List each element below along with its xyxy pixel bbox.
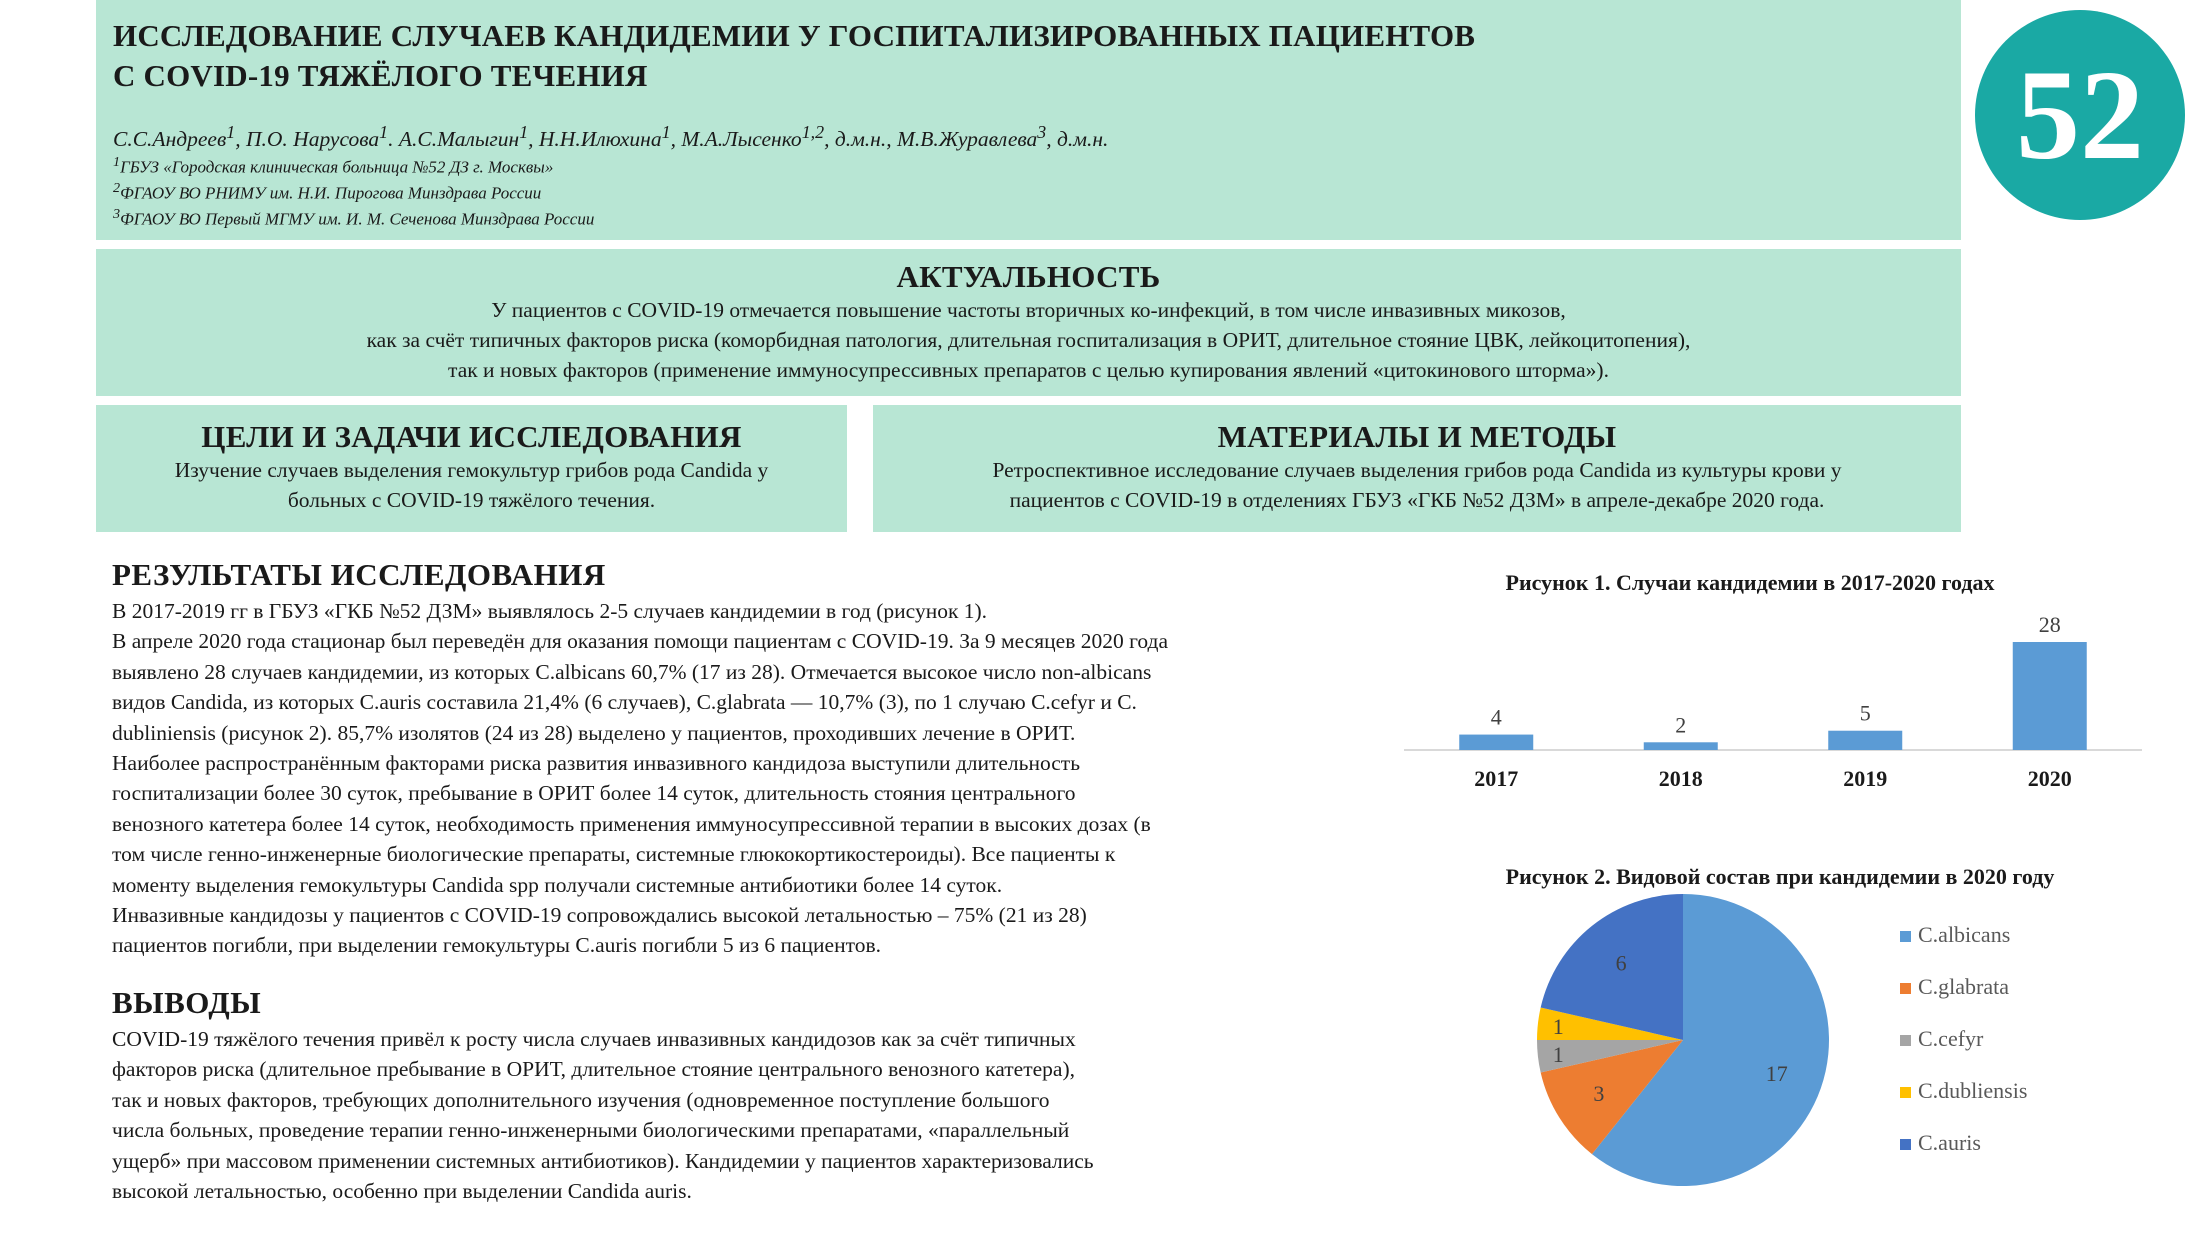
conclusions-heading: ВЫВОДЫ xyxy=(112,985,262,1020)
relevance-line: как за счёт типичных факторов риска (коморбидная патология, длительная госпитализация в ОРИТ, длительное стояние ЦВК, лейкоцитопения), xyxy=(366,328,1691,352)
pie-value-label-C.cefyr: 1 xyxy=(1552,1042,1564,1068)
results-heading: РЕЗУЛЬТАТЫ ИССЛЕДОВАНИЯ xyxy=(112,557,606,592)
author-name: П.О. Нарусова xyxy=(245,127,380,152)
results-line: В апреле 2020 года стационар был переведён для оказания помощи пациентам с COVID-19. За 9 месяцев 2020 года xyxy=(112,629,1168,654)
conclusions-line: COVID-19 тяжёлого течения привёл к росту числа случаев инвазивных кандидозов как за счёт типичных xyxy=(112,1027,1076,1051)
affiliation-1 xyxy=(113,154,553,178)
affiliation-1-mark: 1 xyxy=(113,154,121,170)
relevance-text xyxy=(96,295,1961,385)
affiliation-3 xyxy=(113,206,594,230)
author-affiliation-mark: 1 xyxy=(226,122,236,142)
author-name: С.С.Андреев xyxy=(113,127,227,152)
affiliation-2-text: ФГАОУ ВО РНИМУ им. Н.И. Пирогова Минздрава России xyxy=(120,183,542,203)
goals-text xyxy=(96,455,847,515)
legend-swatch-C.auris xyxy=(1900,1139,1911,1150)
affiliation-2 xyxy=(113,180,541,204)
author-name: А.С.Малыгин xyxy=(398,127,520,152)
results-line: Наиболее распространённым факторами риска развития инвазивного кандидоза выступили длительность xyxy=(112,751,1081,776)
title-line-2: С COVID-19 ТЯЖЁЛОГО ТЕЧЕНИЯ xyxy=(113,58,648,93)
results-line: выявлено 28 случаев кандидемии, из которых C.albicans 60,7% (17 из 28). Отмечается высокое число non-albicans xyxy=(112,659,1152,684)
author-affiliation-mark: 1 xyxy=(661,122,671,142)
bar-value-label-2019: 5 xyxy=(1859,700,1871,726)
bar-2020 xyxy=(2013,642,2087,750)
methods-panel xyxy=(873,405,1961,532)
author-name: М.А.Лысенко xyxy=(681,127,802,152)
hospital-52-logo xyxy=(1975,10,2185,220)
results-line: том числе генно-инженерные биологические препараты, системные глюкокортикостероиды). Все пациенты к xyxy=(112,842,1116,867)
relevance-panel xyxy=(96,249,1961,396)
conclusions-line: числа больных, проведение терапии генно-инженерными биологическими препаратами, «параллельный xyxy=(112,1118,1070,1143)
figure-1-bar-chart xyxy=(1390,600,2150,820)
legend-swatch-C.dubliensis xyxy=(1900,1087,1911,1098)
legend-swatch-C.cefyr xyxy=(1900,1035,1911,1046)
pie-value-label-C.albicans: 17 xyxy=(1765,1060,1788,1086)
methods-text xyxy=(873,455,1961,515)
legend-label-C.albicans: C.albicans xyxy=(1918,922,2011,947)
author-name: М.В.Журавлева xyxy=(896,127,1038,152)
header-panel xyxy=(96,0,1961,240)
affiliation-3-mark: 3 xyxy=(113,206,121,222)
author-affiliation-mark: 3 xyxy=(1037,122,1047,142)
affiliation-1-text: ГБУЗ «Городская клиническая больница №52 ДЗ г. Москвы» xyxy=(120,157,554,177)
poster-title xyxy=(113,16,1475,96)
figure-1-title: Рисунок 1. Случаи кандидемии в 2017-2020 годах xyxy=(1505,570,1995,595)
results-line: Инвазивные кандидозы у пациентов с COVID-19 сопровождались высокой летальностью – 75% (21 из 28) xyxy=(112,903,1087,928)
bar-2018 xyxy=(1644,742,1718,750)
results-line: пациентов погибли, при выделении гемокультуры C.auris погибли 5 из 6 пациентов. xyxy=(112,933,881,958)
author-affiliation-mark: 1,2 xyxy=(801,122,825,142)
author-separator: , xyxy=(528,127,539,152)
bar-value-label-2018: 2 xyxy=(1675,712,1687,738)
bar-2019 xyxy=(1828,731,1902,750)
results-line: В 2017-2019 гг в ГБУЗ «ГКБ №52 ДЗМ» выявлялось 2-5 случаев кандидемии в год (рисунок 1). xyxy=(112,599,988,623)
pie-value-label-C.glabrata: 3 xyxy=(1593,1080,1605,1106)
results-text xyxy=(112,596,1362,961)
bar-2017 xyxy=(1459,735,1533,750)
methods-line: Ретроспективное исследование случаев выделения грибов рода Candida из культуры крови у xyxy=(992,458,1842,482)
results-line: госпитализации более 30 суток, пребывание в ОРИТ более 14 суток, длительность стояния центрального xyxy=(112,781,1076,806)
authors-line xyxy=(113,122,1108,152)
conclusions-line: высокой летальностью, особенно при выделении Candida auris. xyxy=(112,1179,692,1204)
legend-label-C.glabrata: C.glabrata xyxy=(1918,974,2010,999)
logo-text: 52 xyxy=(2016,44,2144,186)
relevance-heading: АКТУАЛЬНОСТЬ xyxy=(896,259,1161,294)
relevance-line: так и новых факторов (применение иммуносупрессивных препаратов с целью купирования явлений «цитокинового шторма»). xyxy=(448,358,1609,382)
bar-value-label-2017: 4 xyxy=(1490,704,1502,730)
figure-2-pie-chart xyxy=(1500,890,2160,1230)
title-line-1: ИССЛЕДОВАНИЕ СЛУЧАЕВ КАНДИДЕМИИ У ГОСПИТАЛИЗИРОВАННЫХ ПАЦИЕНТОВ xyxy=(113,18,1476,53)
conclusions-line: так и новых факторов, требующих дополнительного изучения (одновременное поступление большого xyxy=(112,1087,1050,1112)
author-separator: , xyxy=(235,127,246,152)
x-tick-label-2020: 2020 xyxy=(2027,766,2072,791)
relevance-line: У пациентов с COVID-19 отмечается повышение частоты вторичных ко-инфекций, в том числе инвазивных микозов, xyxy=(491,298,1566,322)
bar-value-label-2020: 28 xyxy=(2038,612,2061,637)
figure-2-title: Рисунок 2. Видовой состав при кандидемии в 2020 году xyxy=(1505,864,2055,889)
x-tick-label-2018: 2018 xyxy=(1658,766,1703,791)
goals-line: Изучение случаев выделения гемокультур грибов рода Candida у xyxy=(174,458,769,482)
methods-heading: МАТЕРИАЛЫ И МЕТОДЫ xyxy=(1217,419,1617,454)
legend-label-C.dubliensis: C.dubliensis xyxy=(1918,1078,2028,1103)
author-name: Н.Н.Илюхина xyxy=(538,127,662,152)
legend-swatch-C.glabrata xyxy=(1900,983,1911,994)
conclusions-text xyxy=(112,1024,1362,1206)
goals-heading: ЦЕЛИ И ЗАДАЧИ ИССЛЕДОВАНИЯ xyxy=(201,419,742,454)
results-line: dubliniensis (рисунок 2). 85,7% изолятов (24 из 28) выделено у пациентов, проходивших лечение в ОРИТ. xyxy=(112,720,1076,745)
legend-label-C.auris: C.auris xyxy=(1918,1130,1981,1155)
author-separator: , д.м.н., xyxy=(824,127,897,152)
author-affiliation-mark: 1 xyxy=(519,122,529,142)
pie-value-label-C.dubliensis: 1 xyxy=(1552,1013,1564,1039)
goals-panel xyxy=(96,405,847,532)
x-tick-label-2017: 2017 xyxy=(1474,766,1519,791)
affiliation-2-mark: 2 xyxy=(113,180,121,196)
pie-value-label-C.auris: 6 xyxy=(1615,950,1627,976)
author-separator: , д.м.н. xyxy=(1046,127,1109,152)
conclusions-line: факторов риска (длительное пребывание в ОРИТ, длительное стояние центрального венозного катетера), xyxy=(112,1057,1075,1082)
x-tick-label-2019: 2019 xyxy=(1843,766,1888,791)
goals-line: больных с COVID-19 тяжёлого течения. xyxy=(287,488,656,512)
legend-swatch-C.albicans xyxy=(1900,931,1911,942)
author-separator: , xyxy=(670,127,682,152)
results-line: моменту выделения гемокультуры Candida spp получали системные антибиотики более 14 суток. xyxy=(112,872,1003,897)
results-line: венозного катетера более 14 суток, необходимость применения иммуносупрессивной терапии в высоких дозах (в xyxy=(112,811,1151,836)
author-affiliation-mark: 1 xyxy=(379,122,389,142)
conclusions-line: ущерб» при массовом применении системных антибиотиков). Кандидемии у пациентов характеризовались xyxy=(112,1148,1094,1173)
results-line: видов Candida, из которых C.auris составила 21,4% (6 случаев), C.glabrata — 10,7% (3), по 1 случаю C.cefyr и C. xyxy=(112,690,1137,715)
methods-line: пациентов с COVID-19 в отделениях ГБУЗ «ГКБ №52 ДЗМ» в апреле-декабре 2020 года. xyxy=(1009,488,1825,512)
author-separator: . xyxy=(388,127,399,152)
affiliation-3-text: ФГАОУ ВО Первый МГМУ им. И. М. Сеченова Минздрава России xyxy=(120,209,595,229)
legend-label-C.cefyr: C.cefyr xyxy=(1918,1026,1984,1051)
